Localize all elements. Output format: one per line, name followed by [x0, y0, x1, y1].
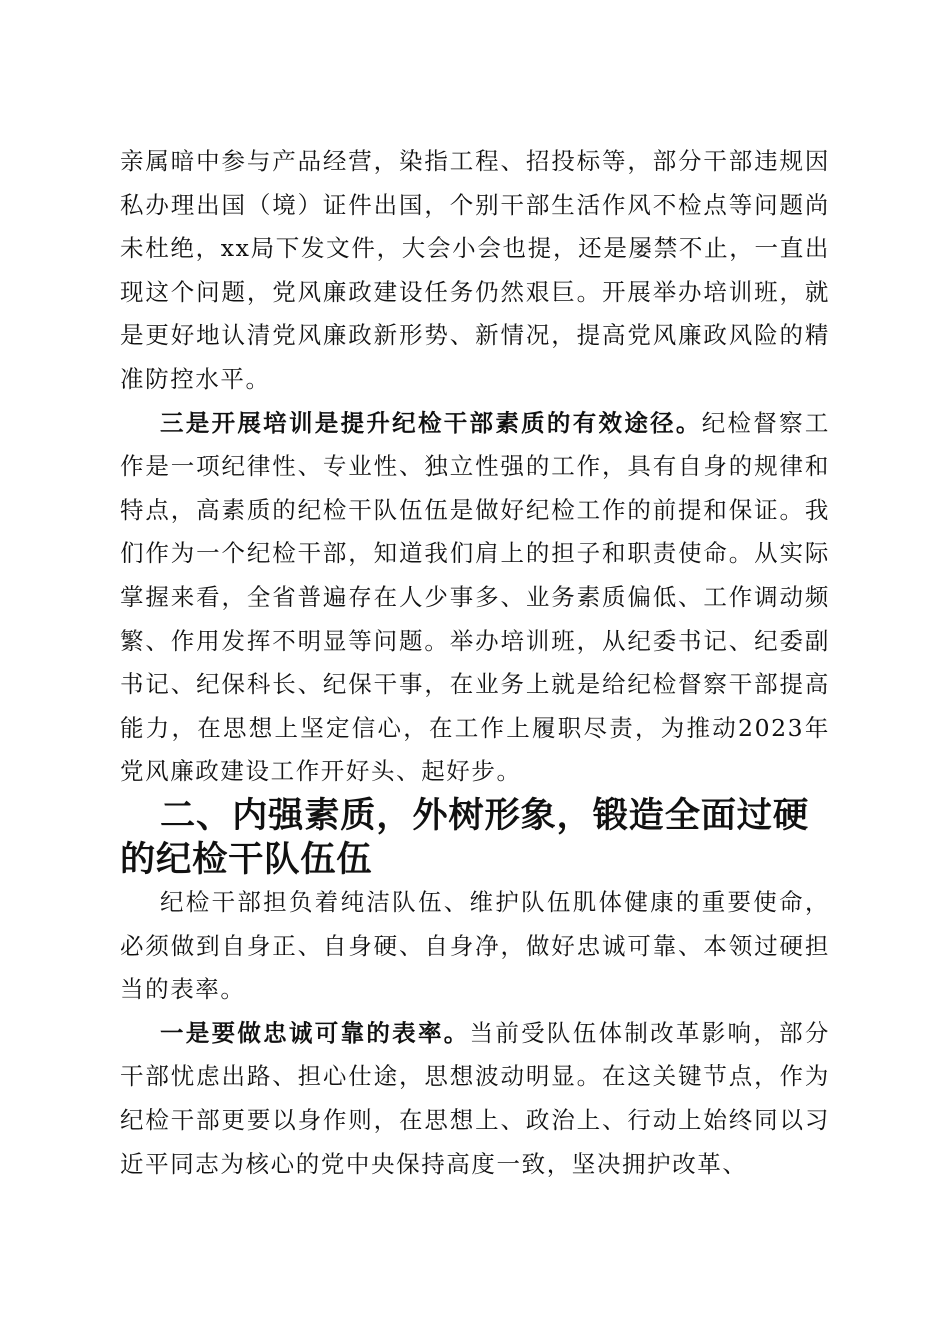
section-heading: 二、内强素质，外树形象，锻造全面过硬的纪检干队伍伍	[120, 794, 809, 880]
document-body	[120, 140, 830, 1186]
paragraph-section-intro	[120, 881, 830, 1012]
paragraph-point-three	[120, 402, 830, 794]
paragraph-text: 亲属暗中参与产品经营，染指工程、招投标等，部分干部违规因私办理出国（境）证件出国，个别干部生活作风不检点等问题尚未杜绝，xx局下发文件，大会小会也提，还是屡禁不止，一直出现这个问题，党风廉政建设任务仍然艰巨。开展举办培训班，就是更好地认清党风廉政新形势、新情况，提高党风廉政风险的精准防控水平。	[120, 147, 830, 393]
paragraph-text: 纪检干部担负着纯洁队伍、维护队伍肌体健康的重要使命，必须做到自身正、自身硬、自身净，做好忠诚可靠、本领过硬担当的表率。	[120, 888, 830, 1004]
paragraph-lead-sentence: 一是要做忠诚可靠的表率。	[160, 1018, 470, 1047]
paragraph-lead-sentence: 三是开展培训是提升纪检干部素质的有效途径。	[160, 408, 702, 437]
paragraph-point-one	[120, 1012, 830, 1186]
paragraph-text: 当前受队伍体制改革影响，部分干部忧虑出路、担心仕途，思想波动明显。在这关键节点，作为纪检干部更要以身作则，在思想上、政治上、行动上始终同以习近平同志为核心的党中央保持高度一致，坚决拥护改革、	[120, 1018, 831, 1178]
paragraph-continuation	[120, 140, 830, 402]
paragraph-text: 纪检督察工作是一项纪律性、专业性、独立性强的工作，具有自身的规律和特点，高素质的纪检干队伍伍是做好纪检工作的前提和保证。我们作为一个纪检干部，知道我们肩上的担子和职责使命。从实际掌握来看，全省普遍存在人少事多、业务素质偏低、工作调动频繁、作用发挥不明显等问题。举办培训班，从纪委书记、纪委副书记、纪保科长、纪保干事，在业务上就是给纪检督察干部提高能力，在思想上坚定信心，在工作上履职尽责，为推动2023年党风廉政建设工作开好头、起好步。	[120, 408, 831, 786]
